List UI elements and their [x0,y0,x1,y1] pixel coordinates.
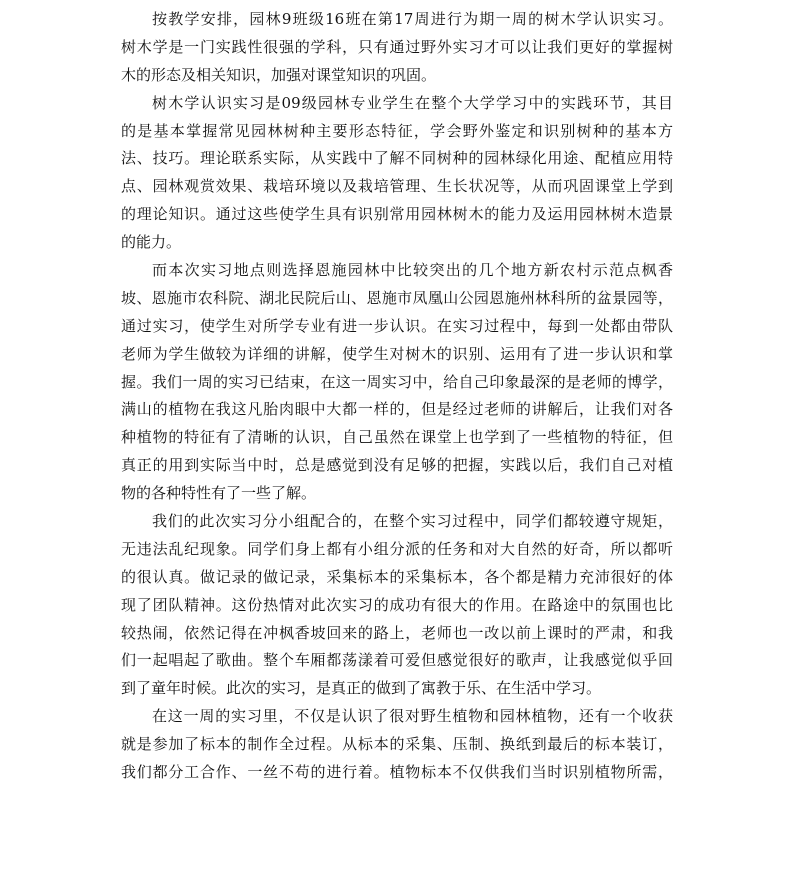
paragraph-line: 真正的用到实际当中时，总是感觉到没有足够的把握，实践以后，我们自己对植 [121,456,673,475]
paragraph-line: 就是参加了标本的制作全过程。从标本的采集、压制、换纸到最后的标本装订， [121,735,673,754]
paragraph-line: 们一起唱起了歌曲。整个车厢都荡漾着可爱但感觉很好的歌声，让我感觉似乎回 [121,651,673,670]
paragraph-line: 的很认真。做记录的做记录，采集标本的采集标本，各个都是精力充沛很好的体 [121,567,673,586]
paragraph-line: 坡、恩施市农科院、湖北民院后山、恩施市凤凰山公园恩施州林科所的盆景园等， [121,288,673,307]
paragraph-line: 在这一周的实习里，不仅是认识了很对野生植物和园林植物，还有一个收获 [152,707,673,726]
paragraph-line: 无违法乱纪现象。同学们身上都有小组分派的任务和对大自然的好奇，所以都听 [121,539,673,558]
paragraph-line: 而本次实习地点则选择恩施园林中比较突出的几个地方新农村示范点枫香 [152,261,673,280]
paragraph-line: 我们都分工合作、一丝不苟的进行着。植物标本不仅供我们当时识别植物所需， [121,763,673,782]
paragraph-line: 握。我们一周的实习已结束，在这一周实习中，给自己印象最深的是老师的博学， [121,372,673,391]
paragraph-line: 的理论知识。通过这些使学生具有识别常用园林树木的能力及运用园林树木造景 [121,205,673,224]
paragraph-3 [121,257,673,508]
paragraph-line: 种植物的特征有了清晰的认识，自己虽然在课堂上也学到了一些植物的特征，但 [121,428,673,447]
paragraph-line: 树木学认识实习是09级园林专业学生在整个大学学习中的实践环节，其目 [152,93,673,112]
paragraph-line: 木的形态及相关知识，加强对课堂知识的巩固。 [121,65,437,84]
paragraph-5 [121,703,673,787]
paragraph-line: 点、园林观赏效果、栽培环境以及栽培管理、生长状况等，从而巩固课堂上学到 [121,177,673,196]
paragraph-line: 按教学安排，园林9班级16班在第17周进行为期一周的树木学认识实习。 [152,10,673,28]
paragraph-line: 老师为学生做较为详细的讲解，使学生对树木的识别、运用有了进一步认识和掌 [121,344,673,363]
paragraph-line: 物的各种特性有了一些了解。 [121,484,317,503]
paragraph-line: 法、技巧。理论联系实际，从实践中了解不同树种的园林绿化用途、配植应用特 [121,149,673,168]
paragraph-line: 通过实习，使学生对所学专业有进一步认识。在实习过程中，每到一处都由带队 [121,316,673,335]
paragraph-line: 的是基本掌握常见园林树种主要形态特征，学会野外鉴定和识别树种的基本方 [121,121,673,140]
paragraph-2 [121,90,673,257]
paragraph-1 [121,6,673,90]
paragraph-line: 现了团队精神。这份热情对此次实习的成功有很大的作用。在路途中的氛围也比 [121,595,673,614]
paragraph-line: 较热闹，依然记得在冲枫香坡回来的路上，老师也一改以前上课时的严肃，和我 [121,623,673,642]
paragraph-line: 满山的植物在我这凡胎肉眼中大都一样的，但是经过老师的讲解后，让我们对各 [121,400,673,419]
paragraph-line: 我们的此次实习分小组配合的，在整个实习过程中，同学们都较遵守规矩， [152,512,673,531]
paragraph-4 [121,508,673,703]
document-body [121,6,673,787]
paragraph-line: 到了童年时候。此次的实习，是真正的做到了寓教于乐、在生活中学习。 [121,679,602,698]
paragraph-line: 树木学是一门实践性很强的学科，只有通过野外实习才可以让我们更好的掌握树 [121,37,673,56]
paragraph-line: 的能力。 [121,233,182,252]
